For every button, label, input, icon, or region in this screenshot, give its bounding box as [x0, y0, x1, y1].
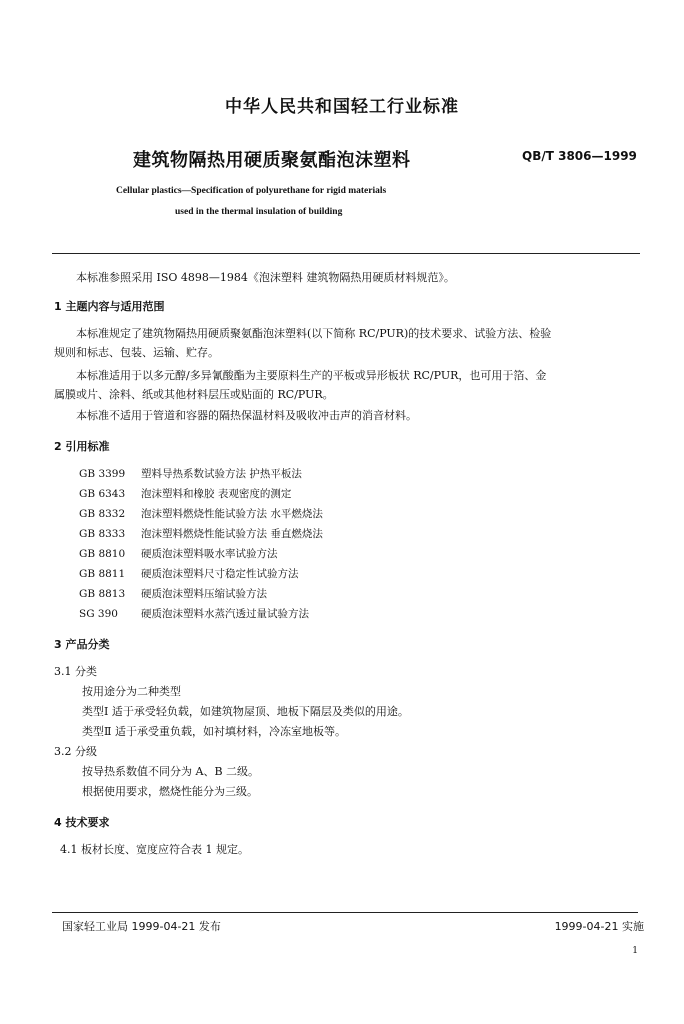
reference-code: GB 8333	[79, 528, 126, 540]
subsection-4-1-text: 4.1 板材长度、宽度应符合表 1 规定。	[60, 843, 249, 856]
reference-title: 硬质泡沫塑料尺寸稳定性试验方法	[141, 568, 299, 580]
subsection-3-1-text-1: 按用途分为二种类型	[82, 685, 181, 698]
reference-title: 泡沫塑料燃烧性能试验方法 水平燃烧法	[141, 508, 323, 520]
footer-divider	[52, 912, 638, 913]
reference-item	[79, 506, 323, 521]
reference-code: GB 3399	[79, 468, 126, 480]
section-1-paragraph-1: 本标准规定了建筑物隔热用硬质聚氨酯泡沫塑料(以下简称 RC/PUR)的技术要求、试验方法、检验	[76, 327, 552, 340]
reference-title: 硬质泡沫塑料水蒸汽透过量试验方法	[141, 608, 309, 620]
standard-number: QB/T 3806—1999	[522, 149, 637, 163]
reference-item	[79, 586, 267, 601]
subsection-3-2-text-2: 根据使用要求，燃烧性能分为三级。	[82, 785, 258, 798]
subsection-3-2-heading: 3.2 分级	[54, 745, 97, 758]
section-1-heading: 1 主题内容与适用范围	[54, 300, 165, 313]
standard-title-en-line2: used in the thermal insulation of building	[175, 207, 343, 217]
reference-code: GB 8810	[79, 548, 126, 560]
reference-title: 泡沫塑料燃烧性能试验方法 垂直燃烧法	[141, 528, 323, 540]
reference-code: GB 8811	[79, 568, 126, 580]
header-divider	[52, 253, 640, 254]
issuing-body: 中华人民共和国轻工行业标准	[225, 97, 459, 117]
reference-code: SG 390	[79, 608, 118, 620]
reference-code: GB 8813	[79, 588, 126, 600]
section-3-heading: 3 产品分类	[54, 638, 110, 651]
reference-code: GB 8332	[79, 508, 126, 520]
subsection-3-1-heading: 3.1 分类	[54, 665, 97, 678]
reference-item	[79, 526, 323, 541]
standard-title-en-line1: Cellular plastics—Specification of polyurethane for rigid materials	[116, 186, 387, 196]
reference-item	[79, 486, 291, 501]
section-1-paragraph-2: 本标准适用于以多元醇/多异氰酸酯为主要原料生产的平板或异形板状 RC/PUR，也可用于箔、金	[76, 369, 547, 382]
section-1-paragraph-2-cont: 属膜或片、涂料、纸或其他材料层压或贴面的 RC/PUR。	[54, 388, 334, 401]
reference-item	[79, 546, 278, 561]
reference-code: GB 6343	[79, 488, 126, 500]
intro-paragraph: 本标准参照采用 ISO 4898—1984《泡沫塑料 建筑物隔热用硬质材料规范》。	[76, 271, 455, 284]
subsection-3-1-type-2: 类型Ⅱ 适于承受重负载，如衬填材料，冷冻室地板等。	[82, 725, 346, 738]
section-1-paragraph-1-cont: 规则和标志、包装、运输、贮存。	[54, 346, 219, 359]
standard-title-cn: 建筑物隔热用硬质聚氨酯泡沫塑料	[133, 150, 411, 171]
reference-title: 硬质泡沫塑料吸水率试验方法	[141, 548, 278, 560]
reference-title: 硬质泡沫塑料压缩试验方法	[141, 588, 267, 600]
effective-date: 1999-04-21 实施	[554, 920, 644, 933]
reference-item	[79, 566, 299, 581]
reference-item	[79, 466, 302, 481]
reference-title: 塑料导热系数试验方法 护热平板法	[141, 468, 302, 480]
reference-title: 泡沫塑料和橡胶 表观密度的测定	[141, 488, 292, 500]
subsection-3-1-type-1: 类型Ⅰ 适于承受轻负载，如建筑物屋顶、地板下隔层及类似的用途。	[82, 705, 409, 718]
section-2-heading: 2 引用标准	[54, 440, 110, 453]
section-4-heading: 4 技术要求	[54, 816, 110, 829]
section-1-paragraph-3: 本标准不适用于管道和容器的隔热保温材料及吸收冲击声的消音材料。	[76, 409, 417, 422]
page-number: 1	[632, 946, 638, 956]
subsection-3-2-text-1: 按导热系数值不同分为 A、B 二级。	[82, 765, 260, 778]
issue-date: 国家轻工业局 1999-04-21 发布	[62, 920, 221, 933]
reference-item	[79, 606, 309, 621]
